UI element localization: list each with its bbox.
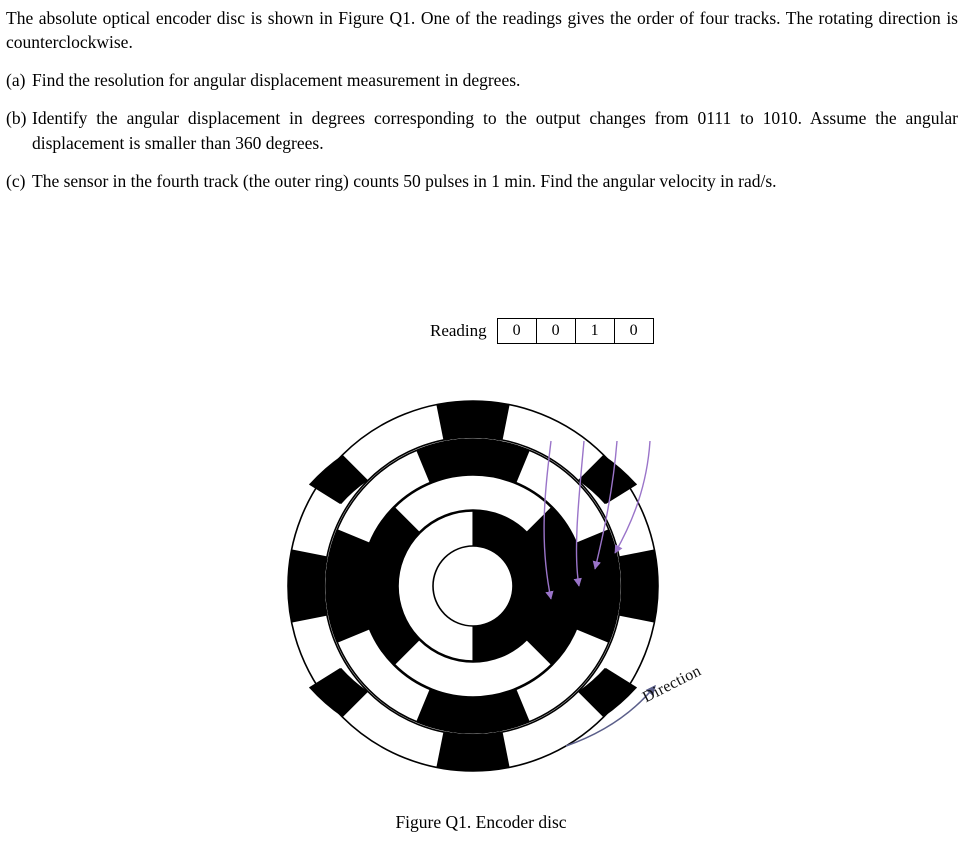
reading-readout: [430, 318, 654, 344]
question-c: [6, 169, 958, 193]
reading-bit-cell: 0: [537, 319, 576, 343]
question-stem: [6, 6, 958, 207]
reading-bit-cell: 1: [576, 319, 615, 343]
question-b-text: Identify the angular displacement in degrees corresponding to the output changes from 0111 to 1010. Assume the angular displacement is smaller than 360 degrees.: [32, 108, 958, 153]
reading-bit-cell: 0: [498, 319, 537, 343]
question-a: [6, 68, 958, 92]
question-b-marker: (b): [6, 108, 27, 129]
figure-q1: [0, 296, 962, 841]
track-1-inner: [398, 511, 548, 661]
question-a-marker: (a): [6, 70, 26, 91]
direction-label: Direction: [640, 662, 704, 707]
question-a-text: Find the resolution for angular displacement measurement in degrees.: [32, 70, 521, 91]
encoder-disc-diagram: [283, 381, 703, 781]
pointer-arrow-bit4: [615, 441, 650, 553]
reading-bit-table: [497, 318, 654, 344]
intro-paragraph: The absolute optical encoder disc is shown in Figure Q1. One of the readings gives the order of four tracks. The rotating direction is counterclockwise.: [6, 8, 958, 53]
question-c-marker: (c): [6, 170, 26, 191]
figure-caption: Figure Q1. Encoder disc: [395, 812, 567, 832]
reading-bit-cell: 0: [629, 322, 638, 339]
question-c-text: The sensor in the fourth track (the outer ring) counts 50 pulses in 1 min. Find the angular velocity in rad/s.: [32, 170, 777, 191]
question-b: [6, 106, 958, 154]
track-2: [362, 475, 584, 697]
reading-label: Reading: [430, 321, 487, 340]
disc-rings: [288, 401, 658, 771]
